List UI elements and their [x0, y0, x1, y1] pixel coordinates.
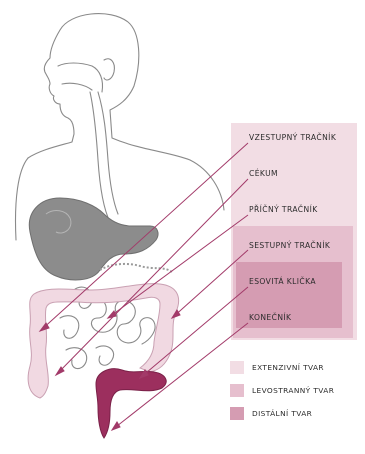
legend-label-distalni: DISTÁLNÍ TVAR [252, 409, 313, 418]
label-pricny-tracnik: PŘÍČNÝ TRAČNÍK [249, 205, 318, 214]
legend-swatch-distalni [230, 407, 244, 420]
label-cekum: CÉKUM [249, 169, 278, 178]
nasal-cavity [58, 63, 103, 92]
leader-line-sestupny [172, 250, 248, 318]
legend-swatch-levostranny [230, 384, 244, 397]
legend-label-levostranny: LEVOSTRANNÝ TVAR [252, 386, 335, 395]
label-konecnik: KONEČNÍK [249, 313, 292, 322]
label-vzestupny-tracnik: VZESTUPNÝ TRAČNÍK [249, 133, 337, 142]
legend-label-extenzivni: EXTENZIVNÍ TVAR [252, 363, 324, 372]
label-esovita-klicka: ESOVITÁ KLIČKA [249, 277, 316, 286]
rectum [96, 369, 166, 438]
esophagus [90, 92, 118, 222]
label-sestupny-tracnik: SESTUPNÝ TRAČNÍK [249, 241, 331, 250]
legend-swatch-extenzivni [230, 361, 244, 374]
head-outline [28, 14, 190, 160]
stomach [29, 198, 158, 280]
ear-outline [104, 59, 114, 80]
